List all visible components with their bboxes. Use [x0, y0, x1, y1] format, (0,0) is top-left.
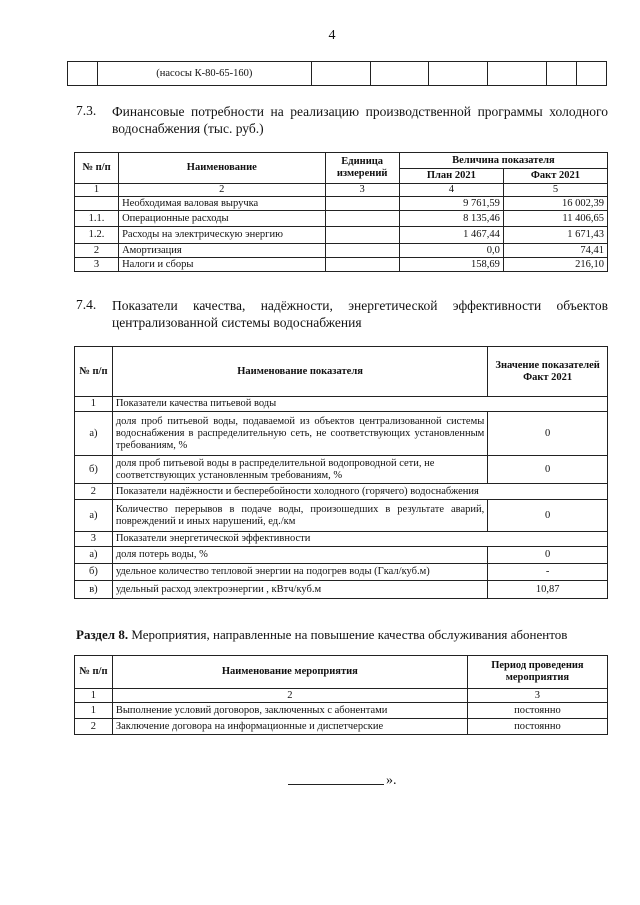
- col-num-header: № п/п: [75, 347, 113, 397]
- row-fact: 74,41: [503, 244, 607, 258]
- index-cell: 3: [467, 689, 607, 703]
- table-row: [75, 581, 608, 599]
- index-cell: 3: [325, 184, 399, 197]
- table-row: [75, 197, 608, 211]
- closing-quote-mark: ».: [386, 773, 397, 788]
- row-name: Показатели надёжности и бесперебойности холодного (горячего) водоснабжения: [112, 484, 607, 500]
- row-name: Выполнение условий договоров, заключенных с абонентами: [112, 703, 467, 719]
- section-8-title: Мероприятия, направленные на повышение качества обслуживания абонентов: [128, 627, 568, 642]
- table-row: [75, 227, 608, 244]
- table-row: [75, 500, 608, 532]
- section-7-3-title: Финансовые потребности на реализацию производственной программы холодного водоснабжения (тыс. руб.): [112, 104, 608, 136]
- table-row: [75, 412, 608, 456]
- row-unit: [325, 227, 399, 244]
- row-fact: 1 671,43: [503, 227, 607, 244]
- row-unit: [325, 244, 399, 258]
- row-plan: 158,69: [399, 258, 503, 272]
- financial-needs-table: [74, 152, 608, 272]
- row-unit: [325, 197, 399, 211]
- col-name-header: Наименование: [119, 153, 325, 184]
- row-plan: 0,0: [399, 244, 503, 258]
- row-num: а): [75, 547, 113, 564]
- index-cell: 2: [112, 689, 467, 703]
- index-row: [75, 689, 608, 703]
- index-cell: 4: [399, 184, 503, 197]
- top-continuation-table: [67, 61, 607, 86]
- top-table-cell: (насосы К-80-65-160): [97, 62, 311, 86]
- row-num: 1.1.: [75, 211, 119, 227]
- row-name: Операционные расходы: [119, 211, 325, 227]
- table-row: [75, 211, 608, 227]
- row-period: постоянно: [467, 719, 607, 735]
- table-row: [75, 547, 608, 564]
- col-name-header: Наименование показателя: [112, 347, 487, 397]
- row-name: Амортизация: [119, 244, 325, 258]
- row-unit: [325, 211, 399, 227]
- row-plan: 1 467,44: [399, 227, 503, 244]
- row-plan: 9 761,59: [399, 197, 503, 211]
- row-name: Заключение договора на информационные и диспетчерские: [112, 719, 467, 735]
- row-name: доля проб питьевой воды, подаваемой из объектов централизованной системы водоснабжения в распределительную сеть, не соответствующих установленным требованиям, %: [112, 412, 487, 456]
- section-8-label: Раздел 8.: [76, 627, 129, 642]
- section-7-4-number: 7.4.: [76, 297, 97, 312]
- row-num: 3: [75, 258, 119, 272]
- group-row: [75, 397, 608, 412]
- table-row: [75, 456, 608, 484]
- row-num: а): [75, 412, 113, 456]
- row-name: удельный расход электроэнергии , кВтч/куб.м: [112, 581, 487, 599]
- index-row: [75, 184, 608, 197]
- group-row: [75, 484, 608, 500]
- col-name-header: Наименование мероприятия: [112, 656, 467, 689]
- row-period: постоянно: [467, 703, 607, 719]
- index-cell: 5: [503, 184, 607, 197]
- row-fact: 216,10: [503, 258, 607, 272]
- row-num: а): [75, 500, 113, 532]
- row-plan: 8 135,46: [399, 211, 503, 227]
- section-7-3-number: 7.3.: [76, 103, 97, 118]
- section-8-heading: [76, 627, 616, 643]
- col-unit-header: Единица измерений: [325, 153, 399, 184]
- table-row: [75, 244, 608, 258]
- col-value-header: Величина показателя: [399, 153, 607, 169]
- row-num: 1.2.: [75, 227, 119, 244]
- index-cell: 1: [75, 184, 119, 197]
- page-number: 4: [328, 28, 336, 43]
- row-num: 2: [75, 484, 113, 500]
- col-num-header: № п/п: [75, 153, 119, 184]
- closing-underline: [288, 784, 384, 785]
- row-value: 0: [488, 500, 608, 532]
- row-num: 2: [75, 719, 113, 735]
- service-measures-table: [74, 655, 608, 735]
- row-name: Количество перерывов в подаче воды, произошедших в результате аварий, повреждений и иных нарушений, ед./км: [112, 500, 487, 532]
- row-num: б): [75, 564, 113, 581]
- row-num: б): [75, 456, 113, 484]
- row-num: 1: [75, 397, 113, 412]
- row-name: Расходы на электрическую энергию: [119, 227, 325, 244]
- row-num: 1: [75, 703, 113, 719]
- index-cell: 2: [119, 184, 325, 197]
- row-num: в): [75, 581, 113, 599]
- table-row: [75, 258, 608, 272]
- quality-indicators-table: [74, 346, 608, 599]
- row-fact: 11 406,65: [503, 211, 607, 227]
- row-value: 0: [488, 547, 608, 564]
- row-value: 0: [488, 456, 608, 484]
- section-7-4-title: Показатели качества, надёжности, энергетической эффективности объектов централизованной системы водоснабжения: [112, 298, 608, 330]
- col-fact-header: Факт 2021: [503, 169, 607, 184]
- row-num: 2: [75, 244, 119, 258]
- index-cell: 1: [75, 689, 113, 703]
- row-num: 3: [75, 532, 113, 547]
- row-name: Показатели энергетической эффективности: [112, 532, 607, 547]
- row-name: доля проб питьевой воды в распределительной водопроводной сети, не соответствующих установленным требованиям, %: [112, 456, 487, 484]
- col-plan-header: План 2021: [399, 169, 503, 184]
- row-value: -: [488, 564, 608, 581]
- row-name: удельное количество тепловой энергии на подогрев воды (Гкал/куб.м): [112, 564, 487, 581]
- row-fact: 16 002,39: [503, 197, 607, 211]
- col-value-header: Значение показателей Факт 2021: [488, 347, 608, 397]
- row-name: доля потерь воды, %: [112, 547, 487, 564]
- row-unit: [325, 258, 399, 272]
- row-value: 10,87: [488, 581, 608, 599]
- table-row: [75, 564, 608, 581]
- group-row: [75, 532, 608, 547]
- col-num-header: № п/п: [75, 656, 113, 689]
- table-row: [75, 719, 608, 735]
- row-name: Показатели качества питьевой воды: [112, 397, 607, 412]
- row-name: Налоги и сборы: [119, 258, 325, 272]
- table-row: [75, 703, 608, 719]
- row-name: Необходимая валовая выручка: [119, 197, 325, 211]
- row-num: [75, 197, 119, 211]
- col-period-header: Период проведения мероприятия: [467, 656, 607, 689]
- row-value: 0: [488, 412, 608, 456]
